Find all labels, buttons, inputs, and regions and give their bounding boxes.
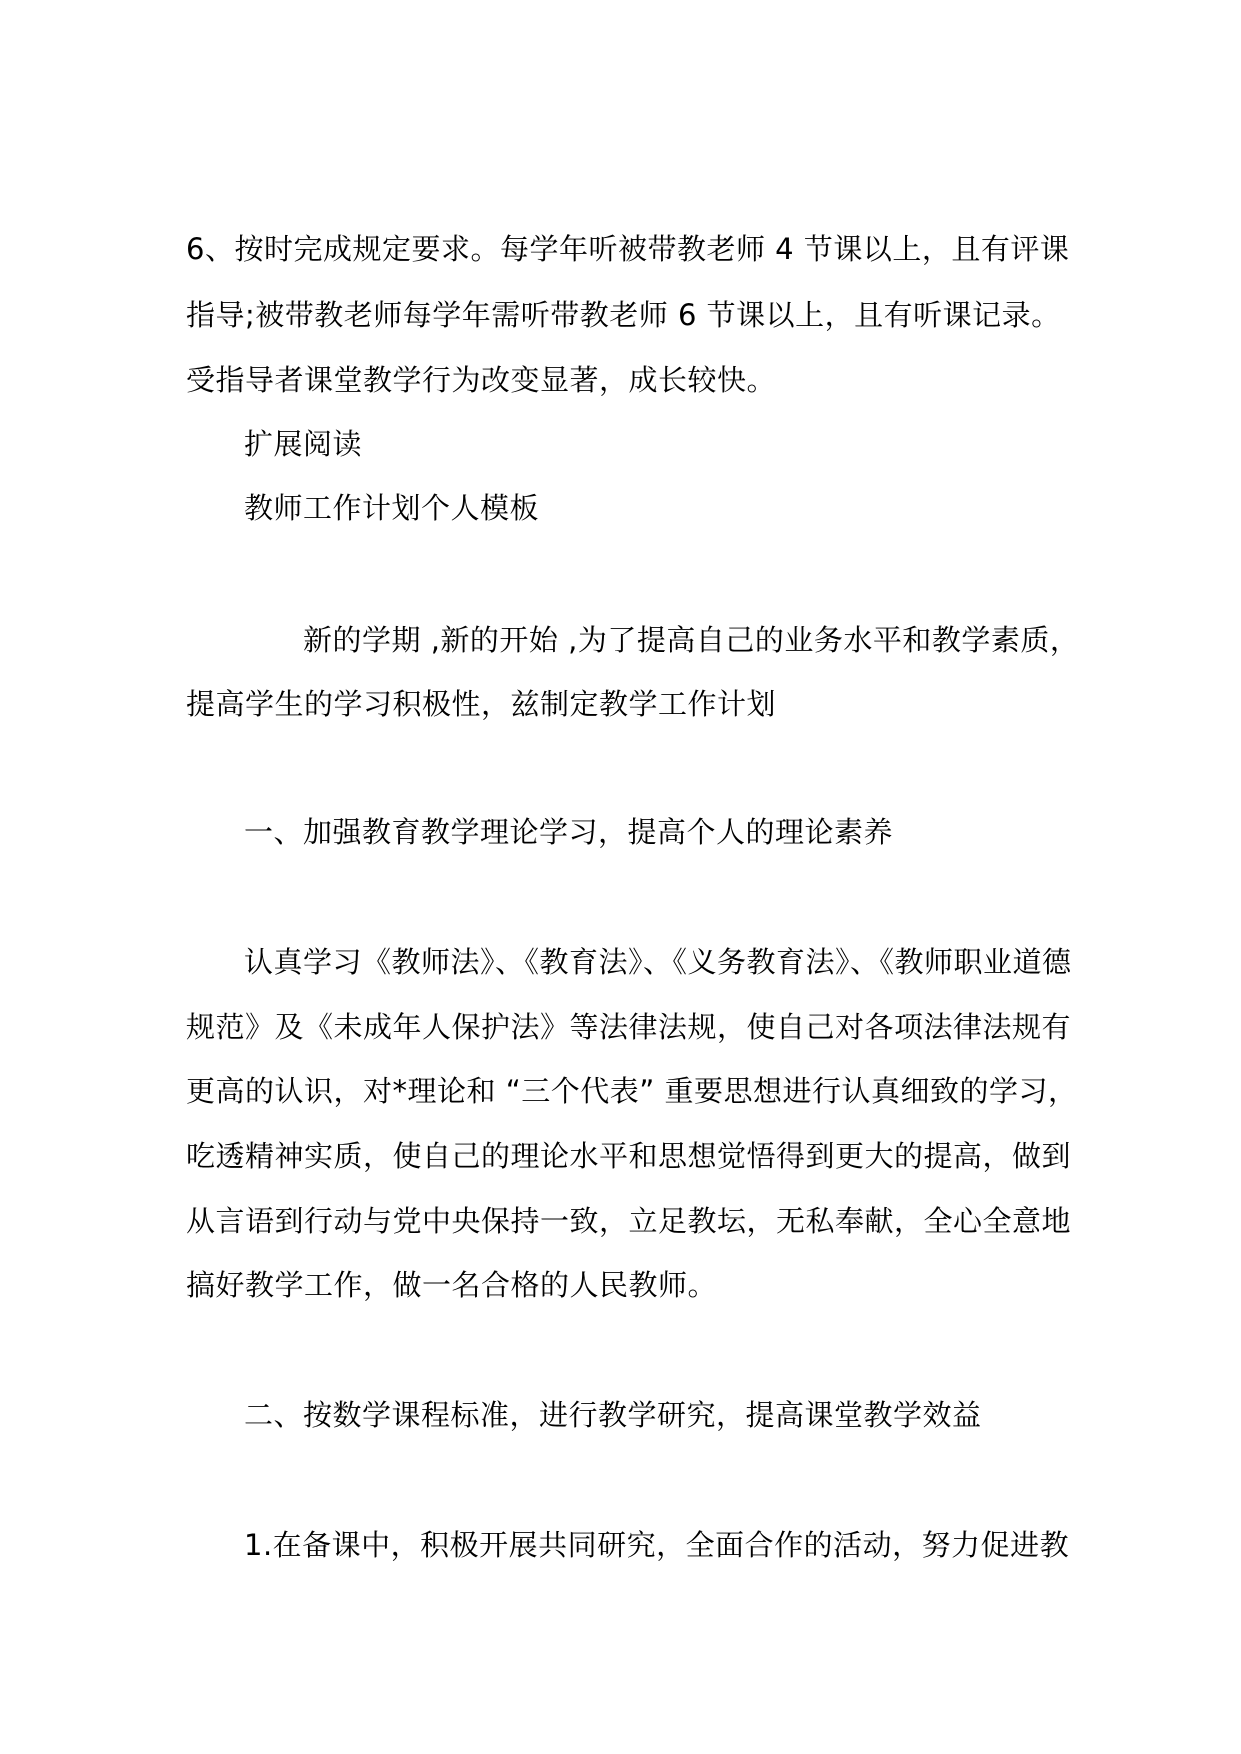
section-1-line-1: 认真学习《教师法》、《教育法》、《义务教育法》、《教师职业道德 xyxy=(244,945,1072,979)
intro-line-2: 提高学生的学习积极性，兹制定教学工作计划 xyxy=(186,687,777,721)
paragraph-6-line-1: 6、按时完成规定要求。每学年听被带教老师 4 节课以上，且有评课 xyxy=(186,232,1070,266)
section-1-heading: 一、加强教育教学理论学习，提高个人的理论素养 xyxy=(244,815,894,849)
section-1-line-6: 搞好教学工作，做一名合格的人民教师。 xyxy=(186,1268,718,1302)
section-2-heading: 二、按数学课程标准，进行教学研究，提高课堂教学效益 xyxy=(244,1398,982,1432)
section-1-line-5: 从言语到行动与党中央保持一致，立足教坛，无私奉献，全心全意地 xyxy=(186,1204,1072,1238)
section-1-line-3: 更高的认识，对*理论和 “三个代表” 重要思想进行认真细致的学习， xyxy=(186,1074,1078,1108)
section-2-item-1-line-1: 1.在备课中，积极开展共同研究，全面合作的活动，努力促进教 xyxy=(244,1528,1070,1562)
article-title: 教师工作计划个人模板 xyxy=(244,491,540,525)
paragraph-6-line-2: 指导;被带教老师每学年需听带教老师 6 节课以上，且有听课记录。 xyxy=(186,298,1061,332)
section-1-line-2: 规范》及《未成年人保护法》等法律法规，使自己对各项法律法规有 xyxy=(186,1010,1072,1044)
paragraph-6-line-3: 受指导者课堂教学行为改变显著，成长较快。 xyxy=(186,363,777,397)
intro-line-1: 新的学期 ,新的开始 ,为了提高自己的业务水平和教学素质， xyxy=(303,623,1080,657)
section-1-line-4: 吃透精神实质，使自己的理论水平和思想觉悟得到更大的提高，做到 xyxy=(186,1139,1072,1173)
extended-reading-heading: 扩展阅读 xyxy=(244,427,363,461)
